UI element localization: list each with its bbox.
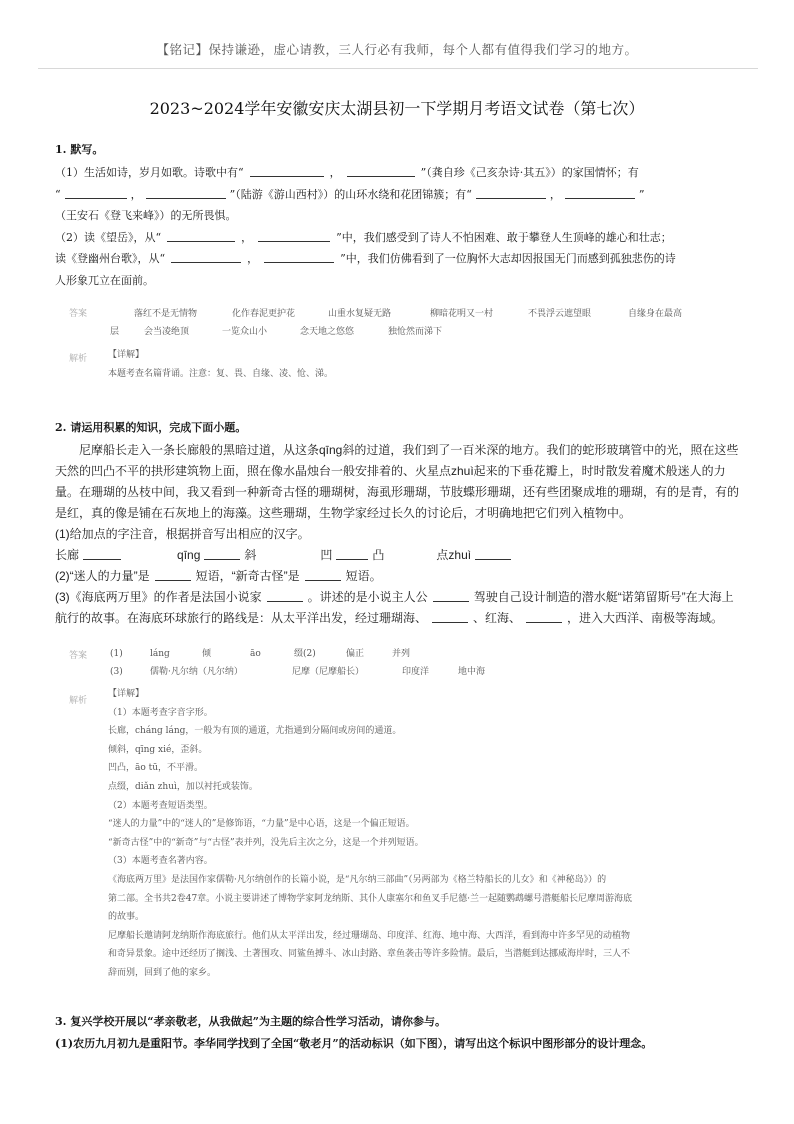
- answer-blank[interactable]: [155, 568, 191, 581]
- question-3: [55, 1012, 745, 1054]
- answer-blank[interactable]: [83, 547, 121, 560]
- q2-explain-label: 解析: [69, 696, 88, 706]
- sub-question-3: (3)《海底两万里》的作者是法国小说家 。讲述的是小说主人公 驾驶自己设计制造的潜水艇“诺第留斯号”在大海上: [55, 590, 734, 604]
- q1-explanation: 【详解】 本题考查名篇背诵。注意：复、畏、自缘、凌、怆、涕。: [108, 350, 334, 379]
- reading-passage: 尼摩船长走入一条长廊般的黑暗过道，从这条qīng斜的过道，我们到了一百米深的地方。我们的蛇形玻璃管中的光，照在这些 天然的凹凸不平的拱形建筑物上面，照在像水晶烛台一般安排着的、火星点zhuì起来的下垂花瓣上，时时散发着魔术般迷人的力 量。在珊瑚的丛枝中间，我又看到一种新奇古怪的珊瑚树，海虱形珊瑚，节肢蝶形珊瑚，还有些团聚成堆的珊瑚，有的是青，有的 是红，真的像是铺在石灰地上的海藻。这些珊瑚，生物学家经过长久的讨论后，才明确地把它们列入植物中。 (1)给加点的字注音，根据拼音写出相应的汉字。 长廊 qīng 斜 凹 凸 点zhuì (2)“迷人的力量”是 短语，“新奇古怪”是 短语。 (3)《海底两万里》的作者是法国小说家 。讲述的是小说主人公 驾驶自己设计制造的潜水艇“诺第留斯号”在大海上 航行的故事。在海底环球旅行的路线是：从太平洋出发，经过珊瑚海、 、红海、 ，进入大西洋、南极等海域。: [55, 440, 745, 629]
- motto-banner: 【铭记】保持谦逊，虚心请教，三人行必有我师，每个人都有值得我们学习的地方。: [156, 42, 638, 57]
- question-1-heading: 1. 默写。: [55, 143, 104, 156]
- question-1-line-5: 读《登幽州台歌》，从“ ， ”中，我们仿佛看到了一位胸怀大志却因报国无门而感到孤独悲伤的诗: [55, 252, 676, 265]
- question-2-heading: 2. 请运用积累的知识，完成下面小题。: [55, 421, 247, 434]
- answer-blank[interactable]: [146, 186, 226, 199]
- answer-blank[interactable]: [347, 164, 415, 177]
- answer-blank[interactable]: [475, 547, 511, 560]
- answer-blank[interactable]: [476, 186, 546, 199]
- answer-blank[interactable]: [171, 250, 241, 263]
- sub-question-2: (2)“迷人的力量”是 短语，“新奇古怪”是 短语。: [55, 569, 382, 583]
- question-1-line-2: “ ， ”（陆游《游山西村》）的山环水绕和花团锦簇；有“ ， ”: [55, 187, 645, 201]
- answer-blank[interactable]: [336, 547, 368, 560]
- question-3-heading: 3. 复兴学校开展以“孝亲敬老，从我做起”为主题的综合性学习活动，请你参与。: [55, 1015, 446, 1028]
- answer-blank[interactable]: [305, 568, 341, 581]
- answer-blank[interactable]: [433, 589, 469, 602]
- header-divider: [38, 68, 758, 69]
- answer-blank[interactable]: [204, 547, 240, 560]
- answer-blank[interactable]: [526, 610, 562, 623]
- question-1-line-3: （王安石《登飞来峰》）的无所畏惧。: [55, 209, 237, 222]
- q2-answer-label: 答案: [69, 651, 88, 661]
- answer-blank[interactable]: [267, 589, 303, 602]
- answer-blank[interactable]: [167, 229, 235, 242]
- answer-blank[interactable]: [432, 610, 468, 623]
- question-1: [55, 140, 745, 291]
- answer-blank[interactable]: [65, 186, 127, 199]
- answer-blank[interactable]: [264, 250, 334, 263]
- sub-question-3-cont: 航行的故事。在海底环球旅行的路线是：从太平洋出发，经过珊瑚海、 、红海、 ，进入大西洋、南极等海域。: [55, 611, 724, 625]
- answer-blank[interactable]: [565, 186, 635, 199]
- answer-blank[interactable]: [250, 164, 324, 177]
- page-title: 2023~2024学年安徽安庆太湖县初一下学期月考语文试卷（第七次）: [149, 99, 645, 118]
- q2-answer-row-2: (3) 儒勒·凡尔纳（凡尔纳） 尼摩（尼摩船长） 印度洋 地中海: [110, 667, 486, 677]
- q1-answer-row-1: 落红不是无情物 化作春泥更护花 山重水复疑无路 柳暗花明又一村 不畏浮云遮望眼 自缘身在最高: [134, 309, 683, 319]
- q1-explain-label: 解析: [69, 354, 88, 364]
- question-1-line-4: （2）读《望岳》，从“ ， ”中，我们感受到了诗人不怕困难、敢于攀登人生顶峰的雄心和壮志；: [55, 230, 672, 244]
- question-3-sub-1: (1)农历九月初九是重阳节。李华同学找到了全国“敬老月”的活动标识（如下图），请写出这个标识中图形部分的设计理念。: [55, 1037, 653, 1050]
- sub-question-1-items: 长廊 qīng 斜 凹 凸 点zhuì: [55, 545, 745, 566]
- q2-explanation: 【详解】 （1）本题考查字音字形。 长廊，cháng láng，一般为有顶的通道，尤指通到分隔间或房间的通道。 倾斜，qīng xié，歪斜。 凹凸，āo tū，不平滑。 点缀，diǎn zhuì，加以衬托或装饰。 （2）本题考查短语类型。 “迷人的力量”中的“迷人的”是修饰语，“力量”是中心语，这是一个偏正短语。 “新奇古怪”中的“新奇”与“古怪”表并列，没先后主次之分，这是一个并列短语。 （3）本题考查名著内容。 《海底两万里》是法国作家儒勒·凡尔纳创作的长篇小说，是“凡尔纳三部曲”（另两部为《格兰特船长的儿女》和《神秘岛》）的 第二部。全书共2卷47章。小说主要讲述了博物学家阿龙纳斯、其仆人康塞尔和鱼叉手尼德·兰一起随鹦鹉螺号潜艇船长尼摩周游海底 的故事。 尼摩船长邀请阿龙纳斯作海底旅行。他们从太平洋出发，经过珊瑚岛、印度洋、红海、地中海、大西洋，看到海中许多罕见的动植物 和奇异景象。途中还经历了搁浅、土著围攻、同鲨鱼搏斗、冰山封路、章鱼袭击等许多险情。最后，当潜艇到达挪威海岸时，三人不 辞而别，回到了他的家乡。: [108, 689, 633, 978]
- q1-answer-row-2: 层 会当凌绝顶 一览众山小 念天地之悠悠 独怆然而涕下: [110, 327, 443, 337]
- answer-blank[interactable]: [258, 229, 330, 242]
- sub-question-1: (1)给加点的字注音，根据拼音写出相应的汉字。: [55, 527, 310, 541]
- q2-answer-row-1: (1) láng 倾 āo 缀(2) 偏正 并列: [110, 649, 411, 659]
- q1-answer-label: 答案: [69, 309, 88, 319]
- question-1-line-1: （1）生活如诗，岁月如歌。诗歌中有“ ， ”（龚自珍《己亥杂诗·其五》）的家国情怀；有: [55, 166, 639, 179]
- question-1-line-6: 人形象兀立在面前。: [55, 273, 154, 287]
